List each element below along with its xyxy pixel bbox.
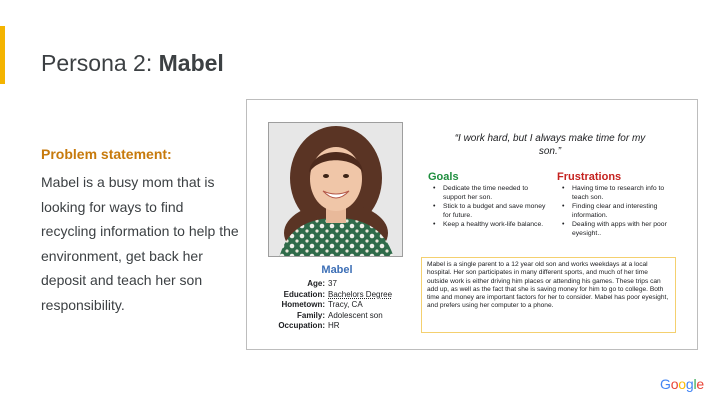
logo-letter: l [693,376,697,392]
persona-quote: “I work hard, but I always make time for my son.” [454,133,646,157]
frustrations-heading: Frustrations [557,171,622,183]
goals-list [428,185,548,231]
logo-letter: o [670,376,679,392]
detail-label: Family: [296,310,325,320]
goal-item: • Stick to a budget and save money for future. [428,203,548,220]
detail-value: Adolescent son [328,310,383,320]
persona-bio: Mabel is a single parent to a 12 year old son and works weekdays at a local hospital. Her son participates in many different sports, and much of her time outside work is either driving him places or attending his games. These trips can add up, as well as the fact that she is saving money for him to go to college. Both time and money are important factors for her to consider. Mabel has poor eyesight, and prefers using her computer to a phone. [421,257,676,333]
detail-row-hometown [257,300,392,311]
accent-bar [0,26,5,84]
detail-label: Education: [283,289,325,299]
goal-item: • Dedicate the time needed to support her son. [428,185,548,202]
slide-title [41,50,224,77]
frustration-item: • Finding clear and interesting information. [557,203,679,220]
problem-statement-heading: Problem statement: [41,146,172,162]
detail-value: 37 [328,279,337,288]
persona-photo [268,122,403,257]
persona-photo-image [269,123,403,257]
detail-label: Occupation: [278,321,325,331]
persona-details [257,279,392,332]
logo-letter: G [660,376,671,392]
persona-card [246,99,698,350]
logo-letter: g [685,376,694,392]
detail-value: HR [328,321,340,331]
detail-row-age [257,279,392,290]
detail-value: Bachelors Degree [328,289,393,299]
goals-heading: Goals [428,171,459,183]
persona-name: Mabel [321,264,353,276]
detail-label: Hometown: [281,300,325,310]
detail-value: Tracy, CA [328,300,363,310]
slide-title-name: Mabel [158,50,224,76]
detail-row-family [257,311,392,322]
frustration-item: • Dealing with apps with her poor eyesight.. [557,221,679,238]
goal-item: • Keep a healthy work-life balance. [428,221,548,230]
detail-label: Age: [307,279,325,288]
logo-letter: e [696,376,704,392]
google-logo [660,376,704,392]
logo-letter: o [678,376,686,392]
problem-statement-text: Mabel is a busy mom that is looking for ways to find recycling information to help the environment, get back her deposit and teach her son responsibility. [41,174,239,313]
frustrations-list [557,185,679,240]
detail-row-occupation [257,321,392,332]
frustration-item: • Having time to research info to teach son. [557,185,679,202]
slide-title-prefix: Persona 2: [41,50,159,76]
detail-row-education [257,290,392,301]
